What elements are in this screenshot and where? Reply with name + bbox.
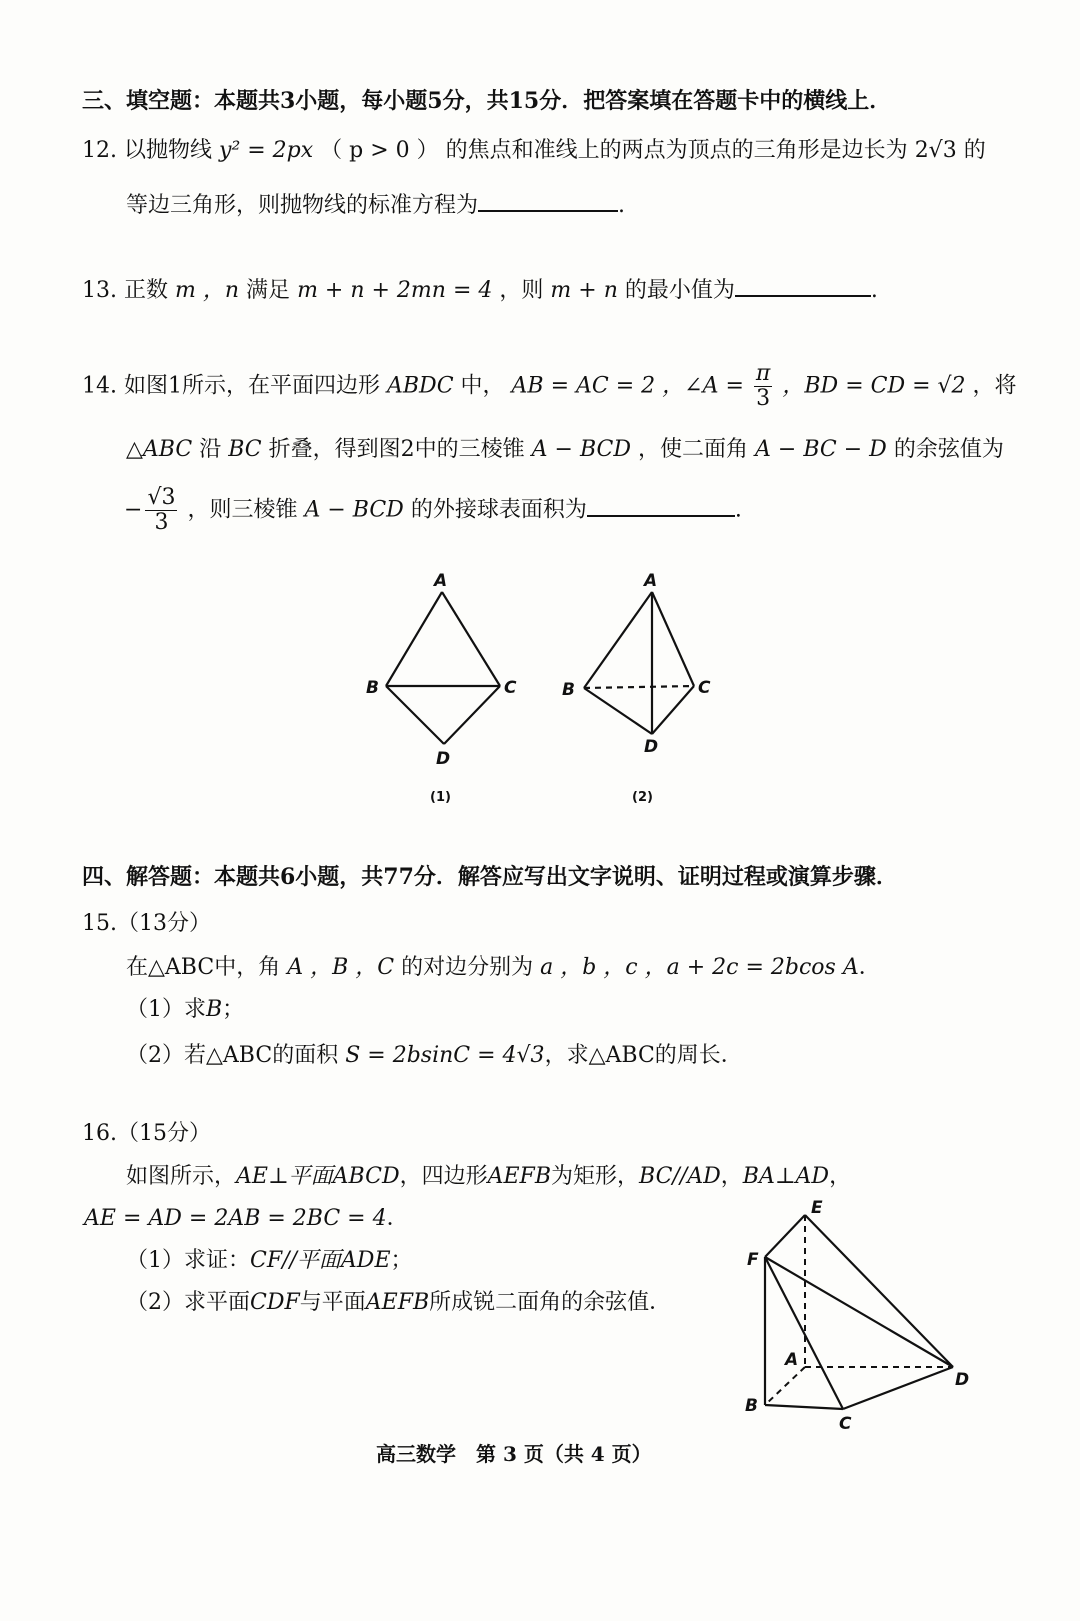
text: . [734,497,742,523]
text: ； [390,1248,413,1273]
vertex-label-b: B [562,680,575,700]
question-14-line-3 [124,486,742,535]
edge-ab [386,592,442,686]
edge-cd [843,1367,953,1409]
math-expression: BA⊥AD [742,1164,830,1189]
question-14-line-2 [126,437,1004,463]
edge-ed [805,1215,953,1367]
math-expression: m ，n [175,278,240,303]
vertex-label-b: B [366,678,379,698]
question-16-part-1 [126,1248,413,1274]
edge-ac [652,592,694,686]
section-3-title: 三、填空题：本题共3小题，每小题5分，共15分．把答案填在答题卡中的横线上． [82,88,892,114]
question-number: 14. [82,373,117,399]
math-expression: （ p > 0 ） [320,138,439,163]
text: . [870,278,878,303]
answer-blank[interactable] [478,188,618,212]
section-4-title: 四、解答题：本题共6小题，共77分．解答应写出文字说明、证明过程或演算步骤． [82,864,898,890]
question-16-header: 16.（15分） [82,1121,211,1146]
fraction-sqrt3-over-3 [145,486,177,535]
math-expression: m + n + 2mn = 4 [297,278,493,303]
question-16-stem-line-1 [126,1164,851,1190]
text: 如图1所示，在平面四边形 [124,373,380,399]
question-15-part-1 [126,997,244,1023]
text: 的外接球表面积为 [410,497,587,523]
text: 等边三角形，则抛物线的标准方程为 [126,193,479,218]
question-14-line-1 [82,362,1017,411]
edge-bd [584,688,652,734]
vertex-label-a: A [434,571,448,591]
question-number: 13. [82,278,117,303]
vertex-label-d: D [436,749,451,769]
text: 所成锐二面角的余弦值． [429,1290,672,1315]
text: ，则 [499,278,544,303]
fraction-pi-over-3 [754,362,772,411]
math-expression: BC//AD [639,1164,721,1189]
answer-blank[interactable] [735,273,871,297]
text: . [618,193,626,218]
text: ，求△ABC的周长． [544,1043,743,1068]
question-16-part-2 [126,1290,671,1316]
math-expression: A − BCD [304,497,404,523]
math-expression: CDF [250,1290,300,1315]
text: 折叠，得到图2中的三棱锥 [268,437,525,462]
text: 的余弦值为 [893,437,1004,462]
text: 与平面 [299,1290,366,1315]
edge-bd [386,686,444,744]
math-expression: AE = AD = 2AB = 2BC = 4 [84,1206,387,1231]
edge-ef [765,1215,805,1257]
fraction-denominator: 3 [154,510,169,536]
edge-cd [652,686,694,734]
edge-ab [584,592,652,688]
edge-cd [444,686,500,744]
math-expression: AEFB [365,1290,430,1315]
figure-2-tetrahedron [558,568,728,808]
text: ， [720,1164,743,1189]
math-expression: ，∠A = [662,373,744,399]
math-expression: m + n [550,278,618,303]
math-expression: ，BD = CD = √2 [782,373,966,399]
text: （2）若△ABC的面积 [126,1043,339,1068]
vertex-label-f: F [747,1250,759,1270]
text: ，则三棱锥 [187,497,298,523]
fraction-denominator: 3 [756,386,771,412]
text: 中， [460,373,505,399]
fraction-numerator: π [755,361,771,386]
question-number: 12. [82,138,117,163]
math-expression: − [124,497,143,523]
text: （2）求平面 [126,1290,250,1315]
question-16-stem-line-2 [84,1206,409,1232]
figure-caption: (2) [632,790,653,805]
figure-caption: (1) [430,790,451,805]
math-expression: AB = AC = 2 [511,373,656,399]
text: 的焦点和准线上的两点为顶点的三角形是边长为 [445,138,908,163]
text: 在△ABC中，角 [126,955,281,980]
vertex-label-c: C [698,678,711,698]
text: （1）求证： [126,1248,250,1273]
text: 满足 [246,278,291,303]
edge-bc [765,1405,843,1409]
text: 如图所示， [126,1164,237,1189]
figure-1-quadrilateral [360,568,530,808]
question-12-line-1 [82,138,986,164]
vertex-label-d: D [644,737,659,757]
fraction-numerator: √3 [147,485,176,510]
question-15-header: 15.（13分） [82,911,211,936]
text: 的最小值为 [624,278,735,303]
vertex-label-d: D [955,1370,970,1390]
vertex-label-b: B [745,1396,758,1416]
text: 的对边分别为 [401,955,534,980]
edge-bc-hidden [584,686,694,688]
math-expression: B [206,997,223,1022]
text: ，使二面角 [638,437,749,462]
math-expression: A − BCD [531,437,632,462]
text: 的 [963,138,986,163]
question-13 [82,273,878,304]
text: ； [222,997,245,1022]
math-expression: ABDC [387,373,454,399]
math-expression: AE⊥平面ABCD [236,1164,400,1189]
vertex-label-a: A [644,571,658,591]
math-expression: y² = 2px [219,138,314,163]
question-12-line-2 [126,188,625,219]
text: （1）求 [126,997,206,1022]
math-expression: CF//平面ADE [250,1248,391,1273]
edge-ab-hidden [765,1367,805,1405]
math-expression: A − BC − D [755,437,887,462]
math-expression: BC [228,437,262,462]
vertex-label-a: A [785,1350,799,1370]
text: 沿 [199,437,222,462]
text: ． [858,955,881,980]
math-expression: a ，b ，c ，a + 2c = 2bcos A [540,955,859,980]
math-expression: S = 2bsinC = 4√3 [345,1043,545,1068]
answer-blank[interactable] [587,493,735,517]
math-expression: A ，B ，C [287,955,395,980]
text: 正数 [124,278,169,303]
math-expression: △ABC [126,437,193,462]
text: 为矩形， [551,1164,640,1189]
vertex-label-e: E [811,1198,823,1218]
vertex-label-c: C [839,1414,852,1434]
question-15-part-2 [126,1043,743,1069]
math-expression: AEFB [487,1164,551,1189]
text: ， [829,1164,852,1189]
text: ，将 [972,373,1017,399]
figure-q16-solid [735,1195,985,1445]
text: ． [386,1206,409,1231]
text: 以抛物线 [124,138,213,163]
question-15-stem [126,955,881,981]
math-expression: 2√3 [914,138,957,163]
text: ，四边形 [399,1164,488,1189]
edge-ac [442,592,500,686]
page-footer: 高三数学 第 3 页（共 4 页） [376,1442,652,1466]
vertex-label-c: C [504,678,517,698]
